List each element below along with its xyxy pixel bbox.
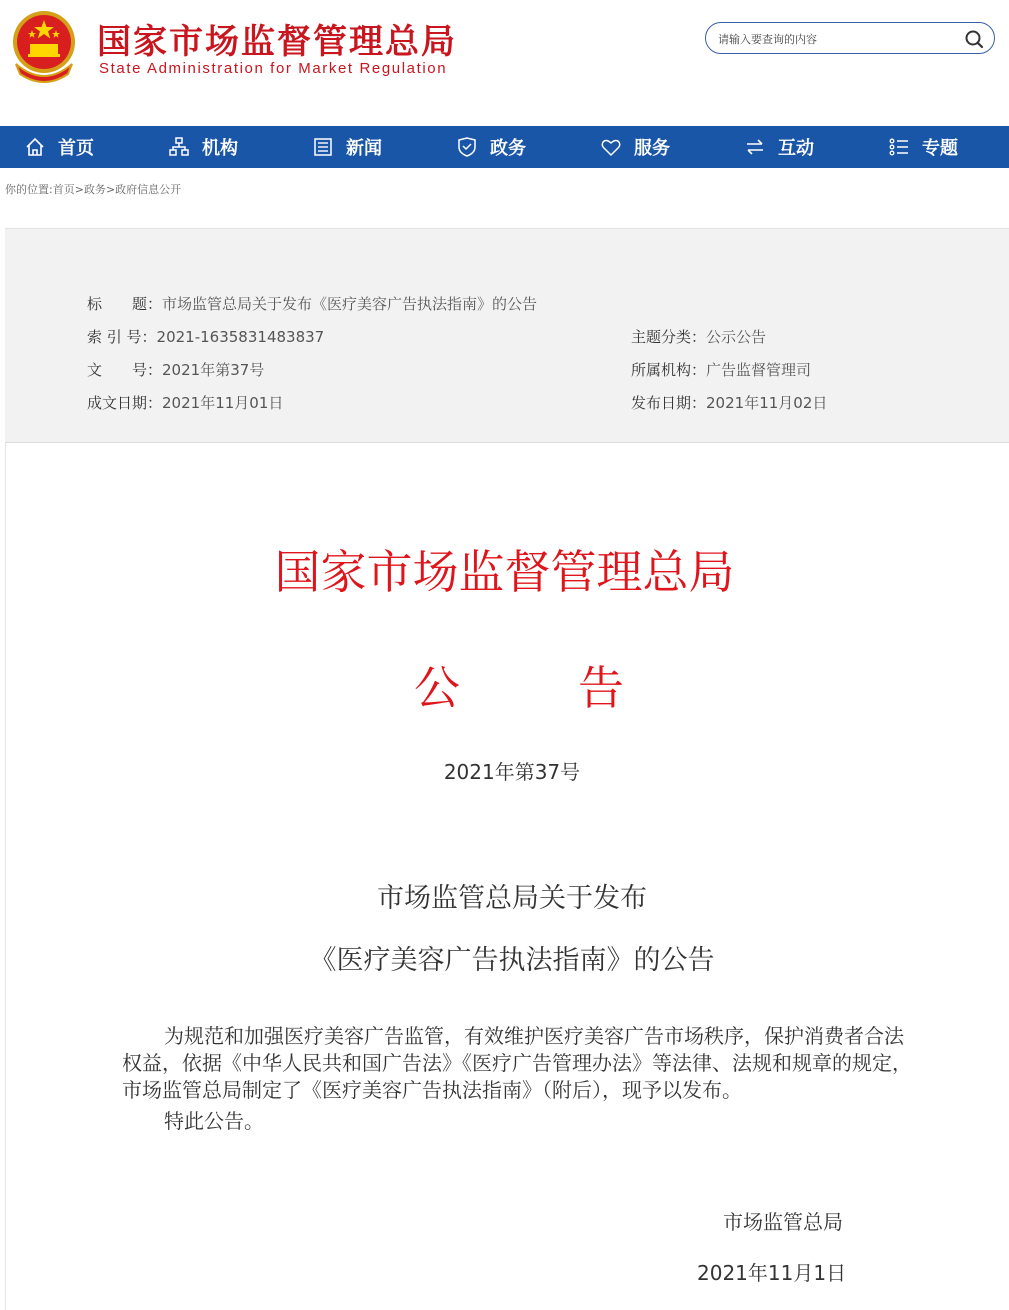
document-paragraph: 为规范和加强医疗美容广告监管，有效维护医疗美容广告市场秩序，保护消费者合法权益，依据《中华人民共和国广告法》《医疗广告管理办法》等法律、法规和规章的规定，市场监管总局制定了《医疗美容广告执法指南》（附后），现予以发布。: [122, 1024, 912, 1102]
search-box: [705, 22, 995, 54]
search-input[interactable]: [716, 28, 955, 50]
nav-item-interaction[interactable]: [744, 126, 814, 168]
info-created-key: 成文日期：: [87, 394, 163, 412]
list-icon: [888, 136, 910, 158]
info-index-row: [87, 326, 324, 347]
info-category-value: 公示公告: [706, 328, 767, 346]
info-docno-key: 文 号：: [87, 361, 163, 379]
document-heading-line1: 市场监管总局关于发布: [377, 883, 647, 914]
notice-title-char2: 告: [578, 661, 624, 715]
info-agency-row: [631, 359, 811, 380]
info-agency-key: 所属机构：: [631, 361, 707, 379]
nav-item-news[interactable]: [312, 126, 382, 168]
info-docno-value: 2021年第37号: [162, 361, 265, 379]
breadcrumb-separator: >: [105, 183, 116, 196]
info-created-value: 2021年11月01日: [162, 394, 284, 412]
site-subtitle: State Administration for Market Regulation: [99, 60, 448, 77]
document-closing: 特此公告。: [164, 1109, 264, 1133]
shield-doc-icon: [456, 136, 478, 158]
breadcrumb-item-gov-info[interactable]: 政府信息公开: [115, 183, 182, 196]
info-published-value: 2021年11月02日: [706, 394, 828, 412]
info-published-key: 发布日期：: [631, 394, 707, 412]
signature-org: 市场监管总局: [723, 1210, 843, 1234]
nav-item-topics[interactable]: [888, 126, 958, 168]
site-header: [0, 0, 1009, 126]
nav-label-service: 服务: [634, 138, 670, 159]
breadcrumb-prefix: 你的位置:: [5, 183, 53, 196]
nav-item-home[interactable]: [24, 126, 94, 168]
notice-title-char1: 公: [414, 661, 460, 715]
info-title-value: 市场监管总局关于发布《医疗美容广告执法指南》的公告: [162, 295, 538, 313]
info-docno-row: [87, 359, 264, 380]
breadcrumb-separator: >: [74, 183, 84, 196]
nav-label-interaction: 互动: [778, 138, 814, 159]
nav-label-affairs: 政务: [490, 138, 526, 159]
national-emblem-icon[interactable]: [8, 8, 80, 84]
document-info-panel: [5, 228, 1009, 443]
document-org-title: 国家市场监督管理总局: [274, 545, 735, 599]
info-published-row: [631, 392, 827, 413]
breadcrumb: [5, 181, 181, 197]
nav-label-news: 新闻: [346, 138, 382, 159]
nav-item-affairs[interactable]: [456, 126, 526, 168]
search-icon[interactable]: [964, 29, 984, 49]
breadcrumb-item-affairs[interactable]: 政务: [83, 183, 106, 196]
nav-label-org: 机构: [202, 138, 238, 159]
info-agency-value: 广告监督管理司: [706, 361, 812, 379]
main-nav: [0, 126, 1009, 168]
document-number: 2021年第37号: [443, 760, 581, 784]
info-index-key: 索 引 号：: [87, 328, 157, 346]
home-icon: [24, 136, 46, 158]
nav-label-topics: 专题: [922, 138, 958, 159]
nav-label-home: 首页: [58, 138, 94, 159]
signature-date: 2021年11月1日: [697, 1261, 847, 1285]
document-heading-line2: 《医疗美容广告执法指南》的公告: [309, 945, 715, 976]
info-title-row: [87, 293, 537, 314]
info-created-row: [87, 392, 283, 413]
info-category-key: 主题分类：: [631, 328, 707, 346]
news-icon: [312, 136, 334, 158]
info-title-key: 标 题：: [87, 295, 163, 313]
org-chart-icon: [168, 136, 190, 158]
nav-item-org[interactable]: [168, 126, 238, 168]
info-index-value: 2021-1635831483837: [156, 328, 325, 346]
nav-item-service[interactable]: [600, 126, 670, 168]
info-category-row: [631, 326, 766, 347]
heart-icon: [600, 136, 622, 158]
exchange-arrows-icon: [744, 136, 766, 158]
site-title[interactable]: 国家市场监督管理总局: [97, 22, 457, 62]
breadcrumb-item-home[interactable]: 首页: [52, 183, 75, 196]
